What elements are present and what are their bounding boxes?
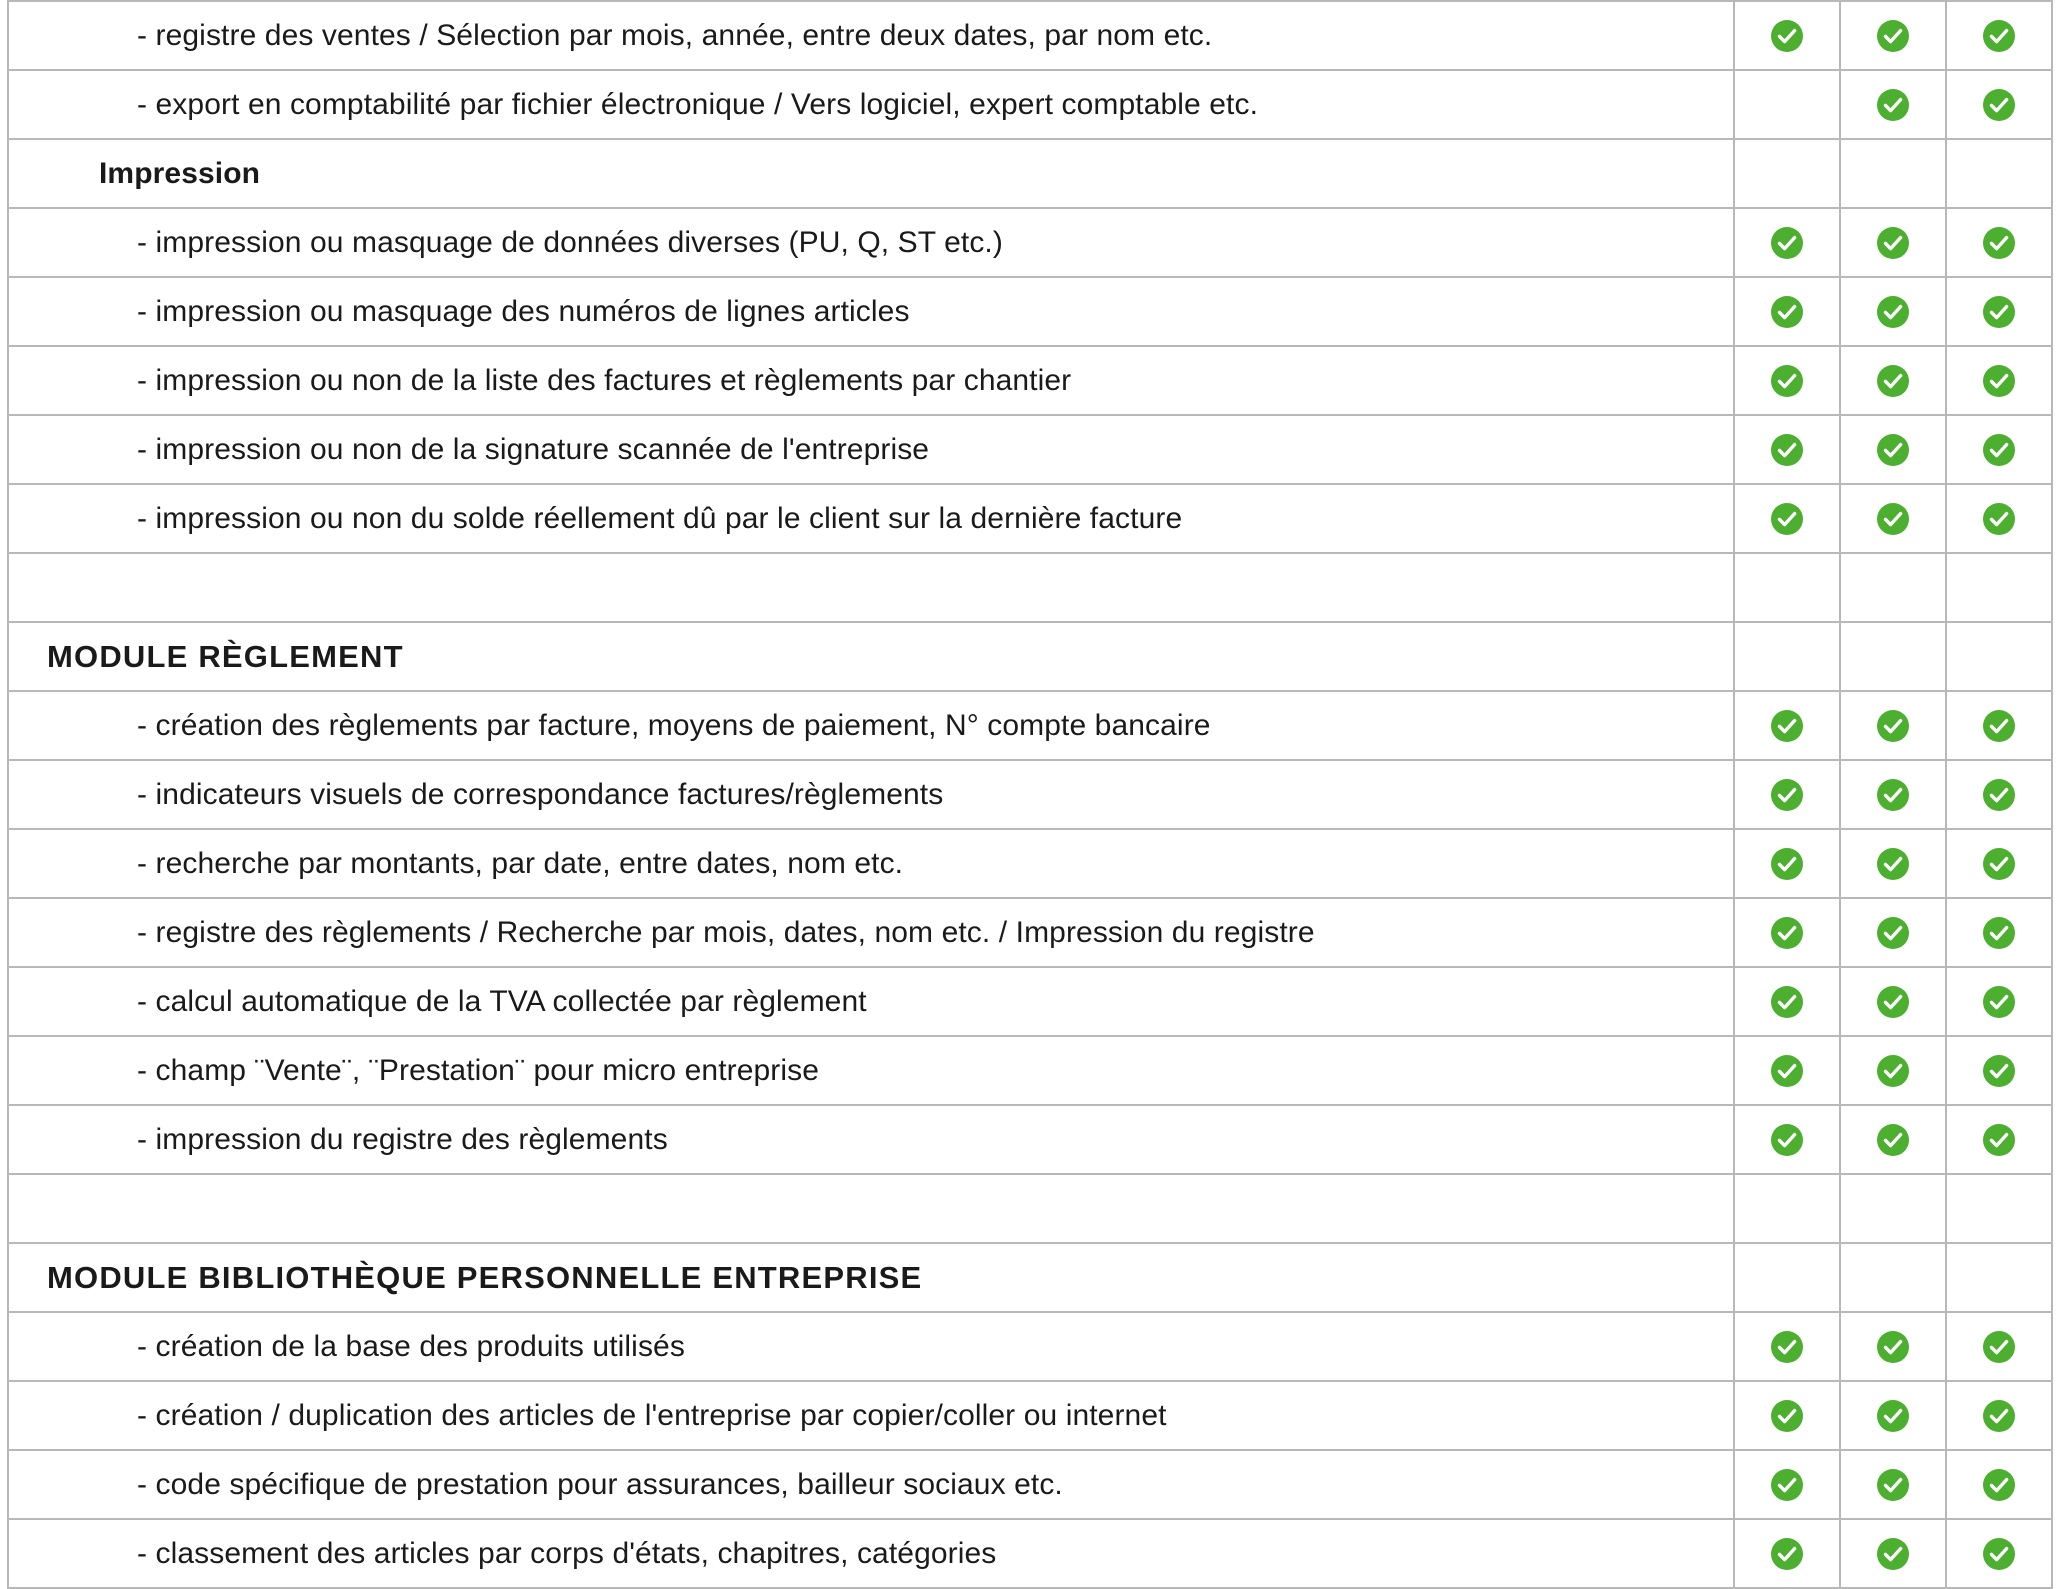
no-check-placeholder — [1982, 1258, 2016, 1292]
no-check-placeholder — [1770, 637, 1804, 671]
check-circle-icon — [1982, 364, 2016, 398]
no-check-placeholder — [1876, 1189, 1910, 1223]
check-cell-empty — [1946, 553, 2052, 622]
table-row — [8, 139, 2052, 208]
check-cell-included — [1840, 346, 1946, 415]
table-row — [8, 622, 2052, 691]
check-cell-included — [1840, 1, 1946, 70]
feature-label: - création / duplication des articles de l'entreprise par copier/coller ou internet — [137, 1398, 1167, 1432]
check-cell-included — [1734, 1036, 1840, 1105]
table-row — [8, 1105, 2052, 1174]
check-circle-icon — [1982, 88, 2016, 122]
no-check-placeholder — [1770, 568, 1804, 602]
check-cell-empty — [1840, 622, 1946, 691]
label-cell — [8, 1243, 1734, 1312]
check-circle-icon — [1876, 985, 1910, 1019]
check-cell-included — [1946, 1, 2052, 70]
check-circle-icon — [1982, 1330, 2016, 1364]
check-cell-included — [1946, 346, 2052, 415]
check-circle-icon — [1770, 1399, 1804, 1433]
table-row — [8, 346, 2052, 415]
check-cell-empty — [1946, 1174, 2052, 1243]
check-cell-included — [1946, 208, 2052, 277]
label-cell — [8, 1036, 1734, 1105]
check-cell-included — [1734, 484, 1840, 553]
check-cell-included — [1734, 691, 1840, 760]
feature-label: - registre des ventes / Sélection par mois, année, entre deux dates, par nom etc. — [137, 18, 1213, 52]
check-circle-icon — [1770, 1054, 1804, 1088]
table-row — [8, 277, 2052, 346]
check-circle-icon — [1876, 295, 1910, 329]
table-row — [8, 415, 2052, 484]
check-cell-included — [1946, 1036, 2052, 1105]
check-cell-empty — [1734, 70, 1840, 139]
label-cell — [8, 760, 1734, 829]
check-cell-empty — [1946, 622, 2052, 691]
feature-label: - impression ou non de la signature scannée de l'entreprise — [137, 432, 930, 466]
check-circle-icon — [1770, 1123, 1804, 1157]
feature-label: - impression ou non de la liste des factures et règlements par chantier — [137, 363, 1072, 397]
check-circle-icon — [1770, 985, 1804, 1019]
check-circle-icon — [1876, 1537, 1910, 1571]
feature-label: - impression ou masquage des numéros de lignes articles — [137, 294, 910, 328]
check-circle-icon — [1876, 916, 1910, 950]
label-cell — [8, 553, 1734, 622]
label-cell — [8, 691, 1734, 760]
check-cell-included — [1946, 691, 2052, 760]
label-cell — [8, 1381, 1734, 1450]
check-circle-icon — [1770, 1537, 1804, 1571]
check-circle-icon — [1876, 226, 1910, 260]
table-row — [8, 967, 2052, 1036]
label-cell — [8, 484, 1734, 553]
check-cell-included — [1734, 208, 1840, 277]
table-row — [8, 829, 2052, 898]
table-row — [8, 208, 2052, 277]
no-check-placeholder — [1876, 154, 1910, 188]
check-circle-icon — [1770, 226, 1804, 260]
check-circle-icon — [1770, 364, 1804, 398]
label-cell — [8, 208, 1734, 277]
check-cell-included — [1840, 1519, 1946, 1588]
check-circle-icon — [1876, 778, 1910, 812]
check-cell-included — [1734, 415, 1840, 484]
label-cell — [8, 1519, 1734, 1588]
table-row — [8, 760, 2052, 829]
check-circle-icon — [1770, 916, 1804, 950]
check-circle-icon — [1770, 433, 1804, 467]
check-circle-icon — [1982, 847, 2016, 881]
check-cell-included — [1734, 967, 1840, 1036]
check-cell-included — [1734, 760, 1840, 829]
table-row — [8, 70, 2052, 139]
check-cell-empty — [1734, 139, 1840, 208]
spacer-row — [8, 1174, 2052, 1243]
table-row — [8, 1036, 2052, 1105]
check-circle-icon — [1770, 295, 1804, 329]
check-cell-included — [1946, 70, 2052, 139]
check-cell-included — [1946, 967, 2052, 1036]
label-cell — [8, 277, 1734, 346]
feature-label: - code spécifique de prestation pour assurances, bailleur sociaux etc. — [137, 1467, 1063, 1501]
check-cell-included — [1840, 760, 1946, 829]
check-circle-icon — [1876, 433, 1910, 467]
check-circle-icon — [1982, 1468, 2016, 1502]
check-cell-included — [1840, 1036, 1946, 1105]
check-cell-empty — [1734, 553, 1840, 622]
check-circle-icon — [1876, 847, 1910, 881]
check-circle-icon — [1876, 502, 1910, 536]
check-cell-included — [1734, 1, 1840, 70]
check-circle-icon — [1982, 1399, 2016, 1433]
check-cell-included — [1946, 1450, 2052, 1519]
check-cell-included — [1840, 1381, 1946, 1450]
feature-subheading: Impression — [99, 156, 261, 190]
check-cell-included — [1946, 1519, 2052, 1588]
table-row — [8, 1519, 2052, 1588]
label-cell — [8, 1105, 1734, 1174]
label-cell — [8, 898, 1734, 967]
label-cell — [8, 1312, 1734, 1381]
check-cell-included — [1840, 484, 1946, 553]
check-cell-empty — [1734, 622, 1840, 691]
feature-comparison-table — [7, 0, 2053, 1589]
module-section-heading: MODULE RÈGLEMENT — [47, 638, 404, 674]
no-check-placeholder — [1770, 85, 1804, 119]
check-cell-included — [1840, 898, 1946, 967]
feature-label: - export en comptabilité par fichier électronique / Vers logiciel, expert comptable etc. — [137, 87, 1259, 121]
check-cell-included — [1946, 898, 2052, 967]
no-check-placeholder — [1982, 154, 2016, 188]
label-cell — [8, 622, 1734, 691]
check-circle-icon — [1876, 1399, 1910, 1433]
no-check-placeholder — [1982, 637, 2016, 671]
check-circle-icon — [1982, 502, 2016, 536]
check-circle-icon — [1982, 709, 2016, 743]
check-circle-icon — [1982, 433, 2016, 467]
check-cell-included — [1840, 829, 1946, 898]
check-cell-included — [1734, 1519, 1840, 1588]
label-cell — [8, 829, 1734, 898]
feature-label: - classement des articles par corps d'états, chapitres, catégories — [137, 1536, 997, 1570]
check-cell-included — [1734, 898, 1840, 967]
label-cell — [8, 1174, 1734, 1243]
feature-label: - impression ou non du solde réellement dû par le client sur la dernière facture — [137, 501, 1183, 535]
label-cell — [8, 967, 1734, 1036]
feature-label: - impression du registre des règlements — [137, 1122, 668, 1156]
check-cell-included — [1946, 1105, 2052, 1174]
check-cell-empty — [1840, 1174, 1946, 1243]
table-row — [8, 691, 2052, 760]
check-cell-empty — [1840, 553, 1946, 622]
label-cell — [8, 139, 1734, 208]
check-cell-included — [1840, 1312, 1946, 1381]
check-circle-icon — [1876, 709, 1910, 743]
check-circle-icon — [1982, 1123, 2016, 1157]
table-row — [8, 1, 2052, 70]
check-cell-empty — [1840, 1243, 1946, 1312]
feature-label: - registre des règlements / Recherche par mois, dates, nom etc. / Impression du registre — [137, 915, 1315, 949]
table-row — [8, 898, 2052, 967]
check-cell-included — [1946, 277, 2052, 346]
check-cell-included — [1734, 1450, 1840, 1519]
check-cell-empty — [1734, 1243, 1840, 1312]
feature-table-body — [8, 1, 2052, 1588]
no-check-placeholder — [1770, 1258, 1804, 1292]
table-row — [8, 1381, 2052, 1450]
check-cell-included — [1734, 346, 1840, 415]
check-circle-icon — [1982, 295, 2016, 329]
check-cell-included — [1840, 70, 1946, 139]
check-circle-icon — [1876, 1054, 1910, 1088]
check-circle-icon — [1770, 19, 1804, 53]
check-circle-icon — [1982, 778, 2016, 812]
no-check-placeholder — [1876, 1258, 1910, 1292]
check-cell-included — [1734, 1381, 1840, 1450]
check-cell-empty — [1840, 139, 1946, 208]
table-row — [8, 1450, 2052, 1519]
check-cell-empty — [1946, 139, 2052, 208]
label-cell — [8, 415, 1734, 484]
check-circle-icon — [1770, 847, 1804, 881]
check-cell-included — [1840, 277, 1946, 346]
check-circle-icon — [1770, 502, 1804, 536]
feature-label: - impression ou masquage de données diverses (PU, Q, ST etc.) — [137, 225, 1003, 259]
table-row — [8, 1243, 2052, 1312]
feature-label: - calcul automatique de la TVA collectée par règlement — [137, 984, 867, 1018]
check-cell-included — [1946, 1312, 2052, 1381]
label-cell — [8, 1450, 1734, 1519]
check-cell-included — [1734, 1105, 1840, 1174]
check-circle-icon — [1876, 1468, 1910, 1502]
no-check-placeholder — [1982, 1189, 2016, 1223]
no-check-placeholder — [1876, 637, 1910, 671]
table-row — [8, 1312, 2052, 1381]
spacer-row — [8, 553, 2052, 622]
feature-label: - création de la base des produits utilisés — [137, 1329, 685, 1363]
check-circle-icon — [1876, 1123, 1910, 1157]
check-cell-included — [1840, 967, 1946, 1036]
check-circle-icon — [1982, 916, 2016, 950]
module-section-heading: MODULE BIBLIOTHÈQUE PERSONNELLE ENTREPRISE — [47, 1259, 923, 1295]
check-circle-icon — [1982, 1054, 2016, 1088]
check-circle-icon — [1770, 709, 1804, 743]
check-circle-icon — [1770, 1468, 1804, 1502]
feature-label: - champ ¨Vente¨, ¨Prestation¨ pour micro entreprise — [137, 1053, 820, 1087]
check-circle-icon — [1876, 19, 1910, 53]
check-cell-included — [1840, 1450, 1946, 1519]
no-check-placeholder — [1876, 568, 1910, 602]
check-cell-included — [1840, 415, 1946, 484]
check-cell-included — [1734, 277, 1840, 346]
check-cell-included — [1840, 691, 1946, 760]
no-check-placeholder — [1770, 1189, 1804, 1223]
check-cell-included — [1946, 415, 2052, 484]
feature-label: - recherche par montants, par date, entre dates, nom etc. — [137, 846, 904, 880]
check-cell-included — [1734, 1312, 1840, 1381]
check-cell-included — [1840, 1105, 1946, 1174]
check-cell-empty — [1734, 1174, 1840, 1243]
table-row — [8, 484, 2052, 553]
check-cell-included — [1946, 1381, 2052, 1450]
check-circle-icon — [1770, 1330, 1804, 1364]
check-circle-icon — [1982, 985, 2016, 1019]
check-circle-icon — [1982, 1537, 2016, 1571]
label-cell — [8, 70, 1734, 139]
no-check-placeholder — [1982, 568, 2016, 602]
check-circle-icon — [1876, 88, 1910, 122]
check-cell-included — [1840, 208, 1946, 277]
check-circle-icon — [1770, 778, 1804, 812]
check-cell-empty — [1946, 1243, 2052, 1312]
check-circle-icon — [1982, 19, 2016, 53]
check-cell-included — [1734, 829, 1840, 898]
check-cell-included — [1946, 760, 2052, 829]
check-cell-included — [1946, 484, 2052, 553]
check-circle-icon — [1982, 226, 2016, 260]
feature-label: - création des règlements par facture, moyens de paiement, N° compte bancaire — [137, 708, 1211, 742]
check-circle-icon — [1876, 1330, 1910, 1364]
no-check-placeholder — [1770, 154, 1804, 188]
feature-label: - indicateurs visuels de correspondance factures/règlements — [137, 777, 944, 811]
label-cell — [8, 1, 1734, 70]
check-cell-included — [1946, 829, 2052, 898]
label-cell — [8, 346, 1734, 415]
check-circle-icon — [1876, 364, 1910, 398]
